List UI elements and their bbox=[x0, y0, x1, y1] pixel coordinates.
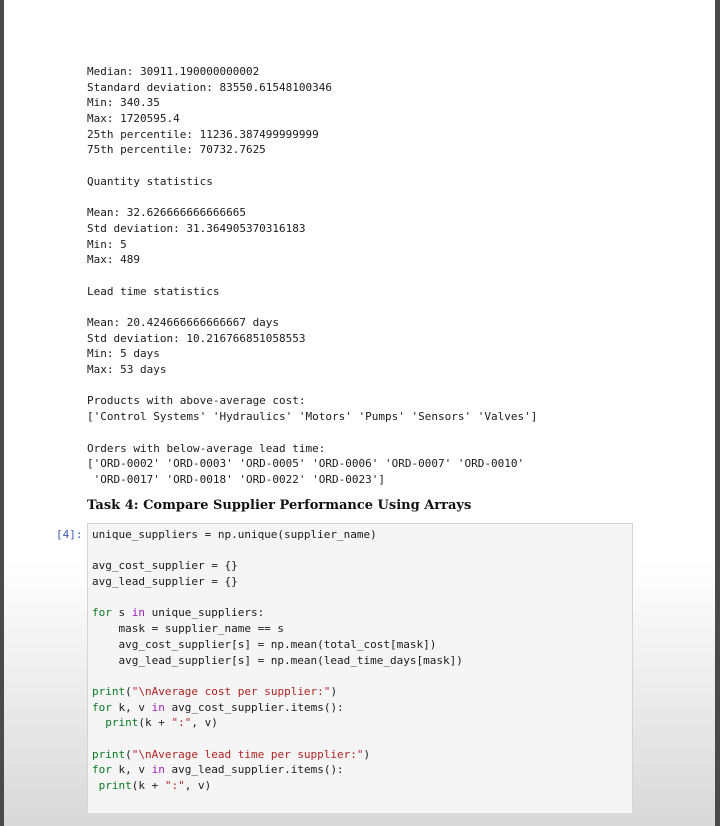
output-line: Median: 30911.190000000002 bbox=[87, 65, 260, 78]
output-line: ['ORD-0002' 'ORD-0003' 'ORD-0005' 'ORD-0006' 'ORD-0007' 'ORD-0010' bbox=[87, 457, 525, 471]
output-line bbox=[87, 190, 687, 206]
output-line: ['Control Systems' 'Hydraulics' 'Motors' 'Pumps' 'Sensors' 'Valves'] bbox=[87, 410, 538, 424]
output-line: Min: 5 days bbox=[87, 347, 160, 361]
output-line: 25th percentile: 11236.387499999999 bbox=[87, 127, 319, 141]
output-line: Lead time statistics bbox=[87, 284, 220, 298]
code-line: for k, v in avg_cost_supplier.items(): bbox=[92, 700, 344, 714]
code-line: print("\nAverage lead time per supplier:") bbox=[92, 747, 371, 761]
code-line: avg_cost_supplier = {} bbox=[92, 559, 238, 573]
output-line bbox=[87, 268, 687, 284]
output-line: Std deviation: 10.216766851058553 bbox=[87, 331, 306, 345]
task-heading: Task 4: Compare Supplier Performance Using Arrays bbox=[87, 498, 472, 513]
output-line bbox=[87, 158, 687, 174]
code-cell[interactable] bbox=[87, 523, 633, 813]
code-line: print(k + ":", v) bbox=[105, 716, 218, 730]
output-line: Max: 1720595.4 bbox=[87, 112, 180, 126]
output-line bbox=[87, 425, 687, 441]
output-line: Mean: 32.626666666666665 bbox=[87, 206, 246, 220]
output-line: 75th percentile: 70732.7625 bbox=[87, 143, 266, 157]
code-line: unique_suppliers = np.unique(supplier_name) bbox=[92, 528, 377, 541]
code-line: avg_cost_supplier[s] = np.mean(total_cost[mask]) bbox=[92, 637, 437, 651]
code-line: for s in unique_suppliers: bbox=[92, 606, 265, 620]
code-line: for k, v in avg_lead_supplier.items(): bbox=[92, 763, 344, 777]
output-line: Min: 340.35 bbox=[87, 96, 160, 110]
output-line: 'ORD-0017' 'ORD-0018' 'ORD-0022' 'ORD-0023'] bbox=[87, 472, 386, 486]
code-line: print(k + ":", v) bbox=[98, 779, 212, 792]
cell-output bbox=[87, 64, 687, 488]
code-editor[interactable] bbox=[92, 527, 463, 794]
output-line: Max: 53 days bbox=[87, 363, 167, 377]
output-line bbox=[87, 378, 687, 394]
output-line bbox=[87, 299, 687, 315]
code-line: avg_lead_supplier = {} bbox=[92, 575, 238, 589]
output-line: Max: 489 bbox=[87, 253, 140, 267]
output-line: Quantity statistics bbox=[87, 174, 213, 188]
output-line: Products with above-average cost: bbox=[87, 394, 306, 408]
notebook-page bbox=[4, 0, 715, 826]
output-line: Standard deviation: 83550.61548100346 bbox=[87, 80, 333, 94]
output-line: Std deviation: 31.364905370316183 bbox=[87, 221, 306, 235]
code-line: print("\nAverage cost per supplier:") bbox=[92, 684, 338, 698]
output-line: Min: 5 bbox=[87, 237, 127, 251]
output-line: Orders with below-average lead time: bbox=[87, 441, 326, 455]
code-line: avg_lead_supplier[s] = np.mean(lead_time_days[mask]) bbox=[92, 653, 463, 667]
cell-prompt: [4]: bbox=[56, 528, 83, 541]
code-line: mask = supplier_name == s bbox=[92, 622, 285, 636]
output-line: Mean: 20.424666666666667 days bbox=[87, 316, 280, 329]
